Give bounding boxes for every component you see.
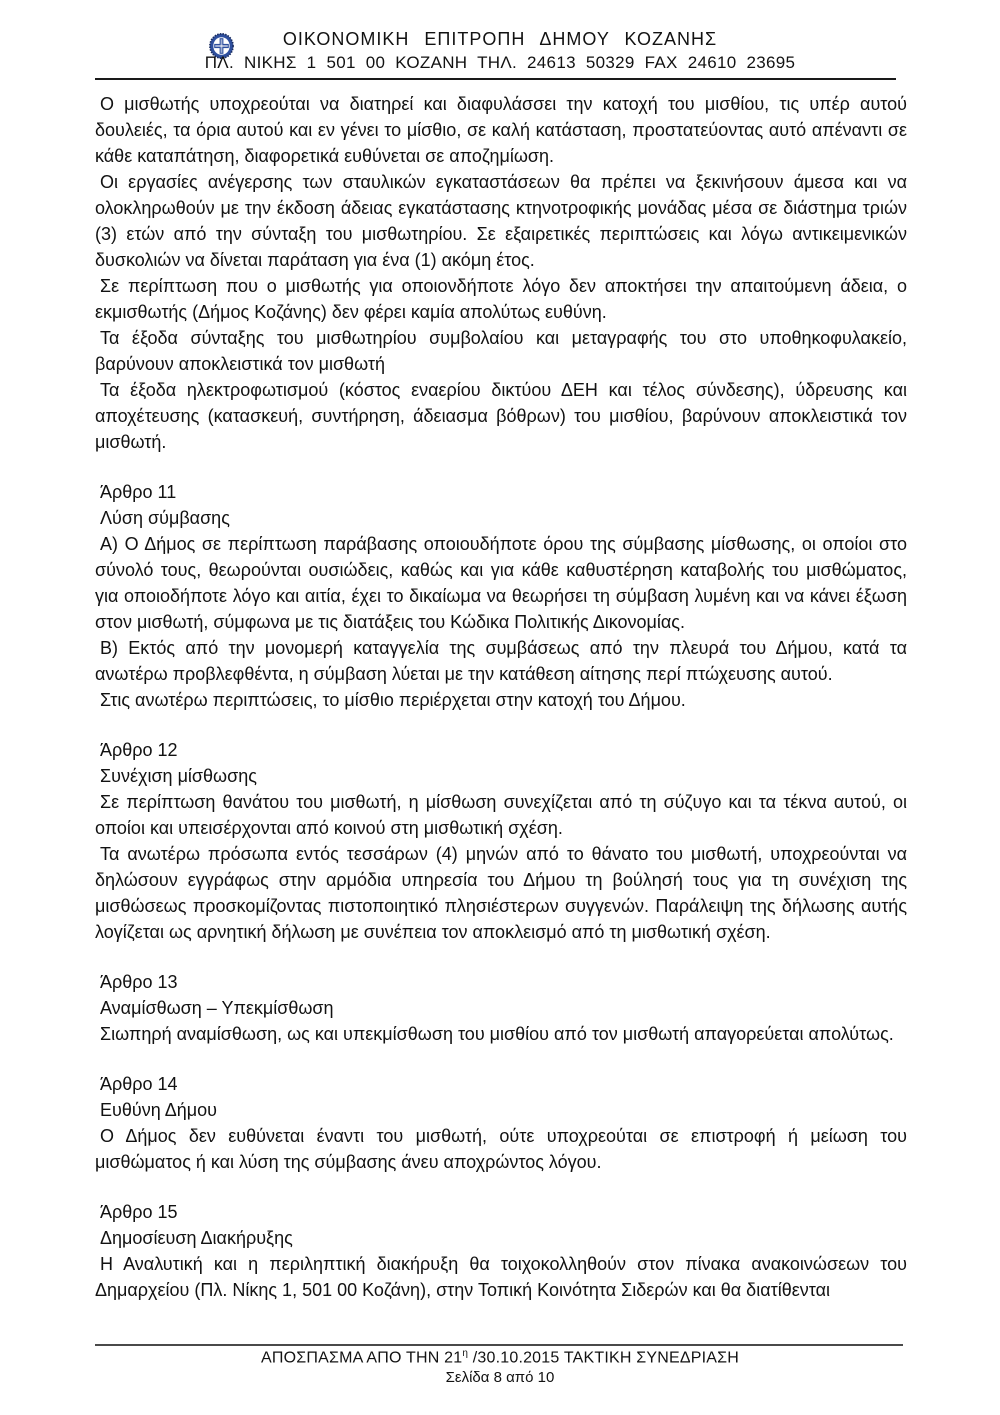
paragraph: Τα ανωτέρω πρόσωπα εντός τεσσάρων (4) μηνών από το θάνατο του μισθωτή, υποχρεούνται να δηλώσουν εγγράφως στην αρμόδια υπηρεσία του Δήμου τη βούλησή τους για τη συνέχιση της μισθώσεως προσκομίζοντας πιστοποιητικό πλησιέστερων συγγενών. Παράλειψη της δήλωσης αυτής λογίζεται ως αρνητική δήλωση με συνέπεια τον αποκλεισμό από τη μισθωτική σχέση. <box>95 844 907 942</box>
article-13 <box>95 969 907 1047</box>
letterhead-address-phone: ΠΛ. ΝΙΚΗΣ 1 501 00 ΚΟΖΑΝΗ ΤΗΛ. 24613 50329 FAX 24610 23695 <box>204 53 796 72</box>
footer-session-prefix: ΑΠΟΣΠΑΣΜΑ ΑΠΟ ΤΗΝ 21 <box>261 1349 463 1367</box>
article-subtitle: Δημοσίευση Διακήρυξης <box>100 1228 293 1248</box>
paragraph: Α) Ο Δήμος σε περίπτωση παράβασης οποιουδήποτε όρου της σύμβασης μίσθωσης, οι οποίοι στο σύνολό τους, θεωρούνται ουσιώδεις, καθώς και για κάθε καθυστέρηση καταβολής του μισθώματος, για οποιοδήποτε λόγο και αιτία, έχει το δικαίωμα να θεωρήσει τη σύμβαση λυμένη και να κάνει έξωση στον μισθωτή, σύμφωνα με τις διατάξεις του Κώδικα Πολιτικής Δικονομίας. <box>95 534 907 632</box>
footer-session-ordinal: η <box>462 1348 469 1359</box>
article-title: Άρθρο 11 <box>100 482 177 502</box>
article-subtitle: Συνέχιση μίσθωσης <box>100 766 257 786</box>
paragraph: Σε περίπτωση θανάτου του μισθωτή, η μίσθωση συνεχίζεται από τη σύζυγο και τα τέκνα αυτού, οι οποίοι και υπεισέρχονται από κοινού στη μισθωτική σχέση. <box>95 792 907 838</box>
article-14 <box>95 1071 907 1175</box>
paragraph: Ο Δήμος δεν ευθύνεται έναντι του μισθωτή, ούτε υποχρεούται σε επιστροφή ή μείωση του μισθώματος ή και λύση της σύμβασης άνευ αποχρώντος λόγου. <box>95 1126 907 1172</box>
footer-session-suffix: /30.10.2015 ΤΑΚΤΙΚΗ ΣΥΝΕΔΡΙΑΣΗ <box>468 1349 739 1367</box>
article-subtitle: Ευθύνη Δήμου <box>100 1100 217 1120</box>
letterhead-committee-title: ΟΙΚΟΝΟΜΙΚΗ ΕΠΙΤΡΟΠΗ ΔΗΜΟΥ ΚΟΖΑΝΗΣ <box>282 29 718 49</box>
page-footer <box>0 1348 1000 1386</box>
paragraph: Τα έξοδα σύνταξης του μισθωτηρίου συμβολαίου και μεταγραφής του στο υποθηκοφυλακείο, βαρύνουν αποκλειστικά τον μισθωτή <box>95 328 907 374</box>
paragraph: Στις ανωτέρω περιπτώσεις, το μίσθιο περιέρχεται στην κατοχή του Δήμου. <box>100 690 686 710</box>
paragraph: Β) Εκτός από την μονομερή καταγγελία της συμβάσεως από την πλευρά του Δήμου, κατά τα ανωτέρω προβλεφθέντα, η σύμβαση λύεται με την κατάθεση αίτησης περί πτώχευσης αυτού. <box>95 638 907 684</box>
paragraph: Σε περίπτωση που ο μισθωτής για οποιονδήποτε λόγο δεν αποκτήσει την απαιτούμενη άδεια, ο εκμισθωτής (Δήμος Κοζάνης) δεν φέρει καμία απολύτως ευθύνη. <box>95 276 907 322</box>
footer-divider <box>95 1344 903 1346</box>
paragraph: Τα έξοδα ηλεκτροφωτισμού (κόστος εναερίου δικτύου ΔΕΗ και τέλος σύνδεσης), ύδρευσης και αποχέτευσης (κατασκευή, συντήρηση, άδειασμα βόθρων) του μισθίου, βαρύνουν αποκλειστικά τον μισθωτή. <box>95 380 907 452</box>
paragraph: Ο μισθωτής υποχρεούται να διατηρεί και διαφυλάσσει την κατοχή του μισθίου, τις υπέρ αυτού δουλειές, τα όρια αυτού και εν γένει το μίσθιο, σε καλή κατάσταση, προστατεύοντας αυτό απέναντι σε κάθε καταπάτηση, διαφορετικά ευθύνεται σε αποζημίωση. <box>95 94 907 166</box>
article-subtitle: Αναμίσθωση – Υπεκμίσθωση <box>100 998 334 1018</box>
article-11 <box>95 479 907 713</box>
paragraph: Σιωπηρή αναμίσθωση, ως και υπεκμίσθωση του μισθίου από τον μισθωτή απαγορεύεται απολύτως. <box>100 1024 894 1044</box>
header-divider <box>95 78 896 80</box>
article-title: Άρθρο 13 <box>100 972 178 992</box>
letterhead <box>95 29 905 73</box>
article-title: Άρθρο 12 <box>100 740 178 760</box>
footer-session-line <box>0 1348 1000 1367</box>
footer-page-number: Σελίδα 8 από 10 <box>445 1369 555 1387</box>
article-15 <box>95 1199 907 1303</box>
article-title: Άρθρο 15 <box>100 1202 178 1222</box>
article-12 <box>95 737 907 945</box>
article-subtitle: Λύση σύμβασης <box>100 508 230 528</box>
article-title: Άρθρο 14 <box>100 1074 178 1094</box>
paragraph: Οι εργασίες ανέγερσης των σταυλικών εγκαταστάσεων θα πρέπει να ξεκινήσουν άμεσα και να ολοκληρωθούν με την έκδοση άδειας εγκατάστασης κτηνοτροφικής μονάδας μέσα σε διάστημα τριών (3) ετών από την σύνταξη του μισθωτηρίου. Σε εξαιρετικές περιπτώσεις και λόγω αντικειμενικών δυσκολιών να δίνεται παράταση για ένα (1) ακόμη έτος. <box>95 172 907 270</box>
document-body <box>95 91 907 1303</box>
paragraph: Η Αναλυτική και η περιληπτική διακήρυξη θα τοιχοκολληθούν στον πίνακα ανακοινώσεων του Δημαρχείου (Πλ. Νίκης 1, 501 00 Κοζάνη), στην Τοπική Κοινότητα Σιδερών και θα διατίθενται <box>95 1254 907 1300</box>
